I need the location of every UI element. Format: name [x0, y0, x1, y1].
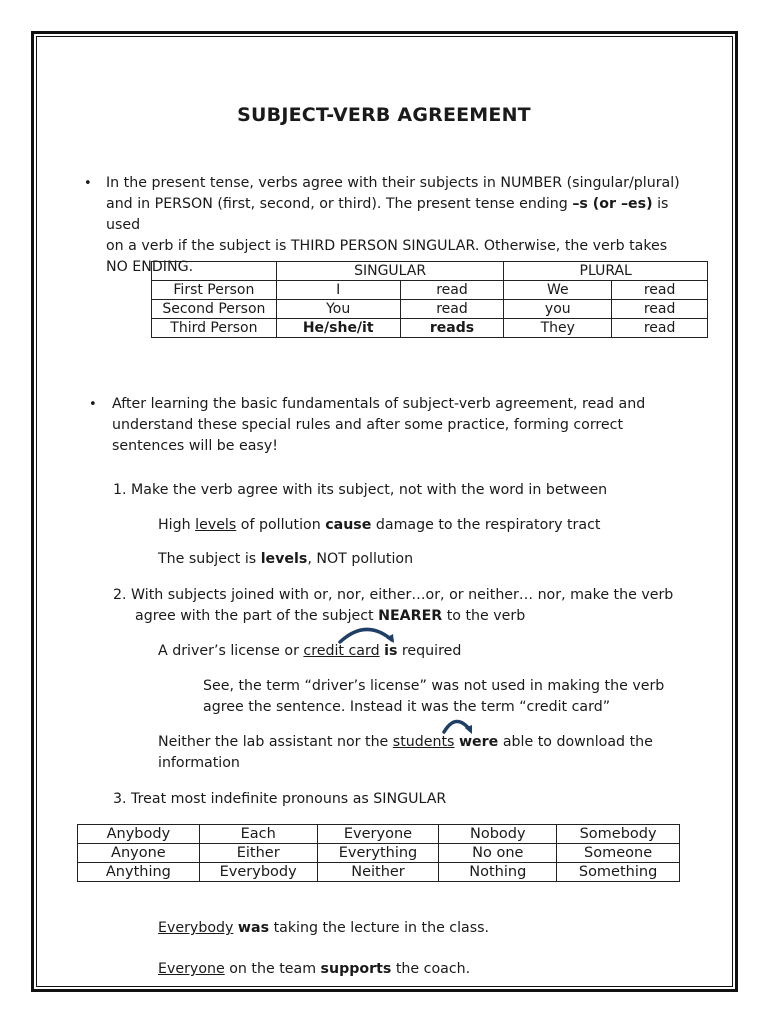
page-title: SUBJECT-VERB AGREEMENT — [237, 104, 531, 126]
rule-3-example-2: Everyone on the team supports the coach. — [158, 961, 471, 977]
rule-2-text: 2. With subjects joined with or, nor, either…or, or neither… nor, make the verb agree with the part of the subject NEARER to the verb — [113, 587, 674, 624]
pronoun-cell: Everybody — [199, 863, 317, 882]
pronoun-cell: Anything — [78, 863, 200, 882]
subject-word: levels — [195, 517, 237, 533]
pronoun-cell: Neither — [317, 863, 439, 882]
plural-verb: read — [612, 281, 708, 300]
singular-verb: read — [400, 300, 504, 319]
pronoun-cell: Each — [199, 825, 317, 844]
subject-word: Everybody — [158, 920, 234, 936]
singular-subject: You — [276, 300, 400, 319]
verb-word: is — [384, 643, 398, 659]
second-bullet-line-1: After learning the basic fundamentals of subject-verb agreement, read and — [112, 396, 646, 412]
bullet-marker: • — [84, 176, 92, 191]
header-plural: PLURAL — [504, 262, 708, 281]
pronoun-cell: Everyone — [317, 825, 439, 844]
table-row — [152, 300, 708, 319]
plural-subject: We — [504, 281, 612, 300]
rule-1-example: High levels of pollution cause damage to the respiratory tract — [158, 517, 601, 533]
verb-word: supports — [320, 961, 392, 977]
pronoun-cell: Nobody — [439, 825, 557, 844]
pronoun-cell: Either — [199, 844, 317, 863]
intro-line-1: In the present tense, verbs agree with their subjects in NUMBER (singular/plural) — [106, 175, 680, 191]
subject-word: students — [392, 734, 455, 750]
rule-1-note: The subject is levels, NOT pollution — [158, 551, 414, 567]
rule-2-example-1: A driver’s license or credit card is required — [158, 643, 462, 659]
table-row — [152, 319, 708, 338]
rule-3-example-1: Everybody was taking the lecture in the class. — [158, 920, 490, 936]
table-row — [78, 844, 680, 863]
rule-2-example-2: Neither the lab assistant nor the students were able to download the information — [158, 734, 653, 771]
subject-word: credit card — [303, 643, 380, 659]
plural-subject: They — [504, 319, 612, 338]
pronoun-cell: Somebody — [557, 825, 680, 844]
bullet-marker: • — [89, 397, 97, 412]
singular-verb: reads — [400, 319, 504, 338]
row-label: Second Person — [152, 300, 277, 319]
plural-verb: read — [612, 300, 708, 319]
header-empty-cell — [152, 262, 277, 281]
subject-word: Everyone — [158, 961, 225, 977]
rule-1-text: 1. Make the verb agree with its subject, not with the word in between — [113, 482, 608, 498]
intro-line-4: NO ENDING. — [106, 259, 194, 275]
row-label: Third Person — [152, 319, 277, 338]
pronoun-table — [77, 824, 680, 882]
verb-word: was — [237, 920, 270, 936]
second-bullet-paragraph — [112, 394, 702, 457]
verb-word: were — [458, 734, 499, 750]
header-singular: SINGULAR — [276, 262, 504, 281]
second-bullet-line-3: sentences will be easy! — [112, 438, 278, 454]
table-row — [78, 825, 680, 844]
table-row — [152, 281, 708, 300]
singular-subject: He/she/it — [276, 319, 400, 338]
person-table-header — [152, 262, 708, 281]
pronoun-cell: Something — [557, 863, 680, 882]
singular-subject: I — [276, 281, 400, 300]
verb-word: cause — [325, 517, 372, 533]
rule-2-explanation: See, the term “driver’s license” was not used in making the verb agree the sentence. Instead it was the term “credit card” — [203, 678, 665, 715]
row-label: First Person — [152, 281, 277, 300]
plural-verb: read — [612, 319, 708, 338]
pronoun-cell: Nothing — [439, 863, 557, 882]
pronoun-cell: Someone — [557, 844, 680, 863]
table-row — [78, 863, 680, 882]
pronoun-cell: Anyone — [78, 844, 200, 863]
person-table — [151, 261, 708, 338]
pronoun-cell: No one — [439, 844, 557, 863]
singular-verb: read — [400, 281, 504, 300]
plural-subject: you — [504, 300, 612, 319]
pronoun-cell: Everything — [317, 844, 439, 863]
intro-line-2: and in PERSON (first, second, or third). The present tense ending –s (or –es) is used — [106, 196, 669, 233]
intro-line-3: on a verb if the subject is THIRD PERSON SINGULAR. Otherwise, the verb takes — [106, 238, 668, 254]
pronoun-cell: Anybody — [78, 825, 200, 844]
rule-3-text: 3. Treat most indefinite pronouns as SINGULAR — [113, 791, 447, 807]
second-bullet-line-2: understand these special rules and after some practice, forming correct — [112, 417, 624, 433]
